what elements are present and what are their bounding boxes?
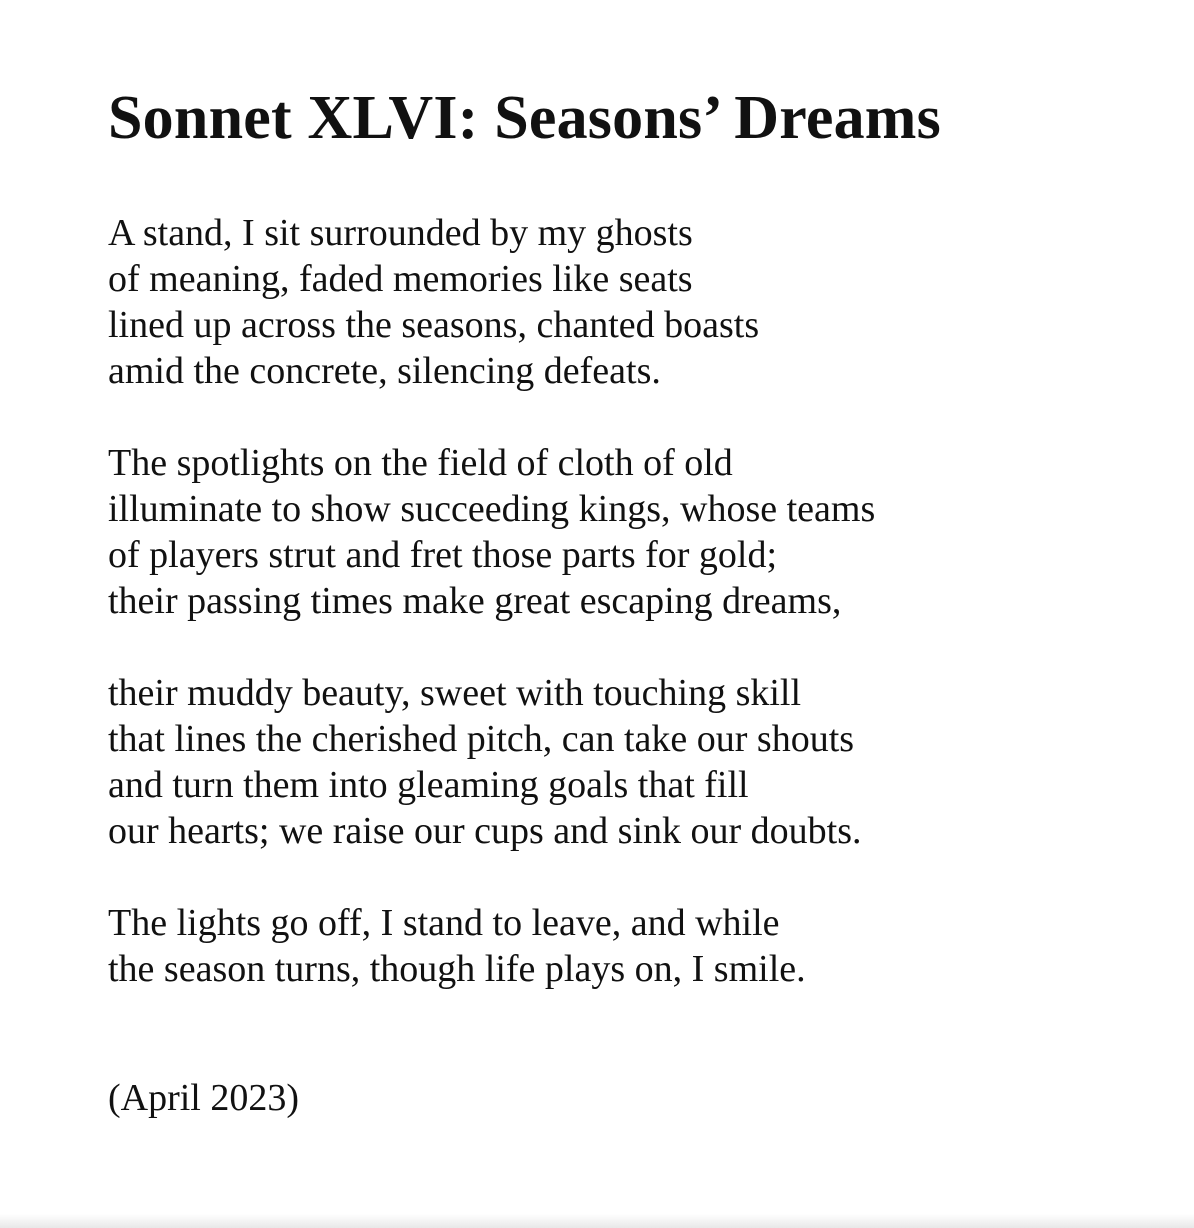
stanza-1	[108, 210, 875, 394]
poem-line: our hearts; we raise our cups and sink our doubts.	[108, 810, 862, 852]
poem-line: The lights go off, I stand to leave, and while	[108, 902, 780, 944]
page-bottom-edge	[0, 1214, 1194, 1228]
poem-line: A stand, I sit surrounded by my ghosts	[108, 212, 693, 254]
stanza-3	[108, 670, 875, 854]
poem-line: amid the concrete, silencing defeats.	[108, 350, 661, 392]
poem-line: lined up across the seasons, chanted boasts	[108, 304, 760, 346]
poem-line: their muddy beauty, sweet with touching skill	[108, 672, 802, 714]
poem-line: The spotlights on the field of cloth of old	[108, 442, 733, 484]
poem-title: Sonnet XLVI: Seasons’ Dreams	[108, 84, 941, 152]
poem-line: that lines the cherished pitch, can take our shouts	[108, 718, 855, 760]
stanza-2	[108, 440, 875, 624]
poem-line: their passing times make great escaping dreams,	[108, 580, 842, 622]
poem-line: of meaning, faded memories like seats	[108, 258, 693, 300]
poem-line: the season turns, though life plays on, I smile.	[108, 948, 806, 990]
stanza-4	[108, 900, 875, 992]
poem-line: and turn them into gleaming goals that fill	[108, 764, 749, 806]
poem-line: of players strut and fret those parts for gold;	[108, 534, 778, 576]
poem-line: illuminate to show succeeding kings, whose teams	[108, 488, 876, 530]
poem-date: (April 2023)	[108, 1077, 300, 1119]
poem-body	[108, 210, 875, 1038]
